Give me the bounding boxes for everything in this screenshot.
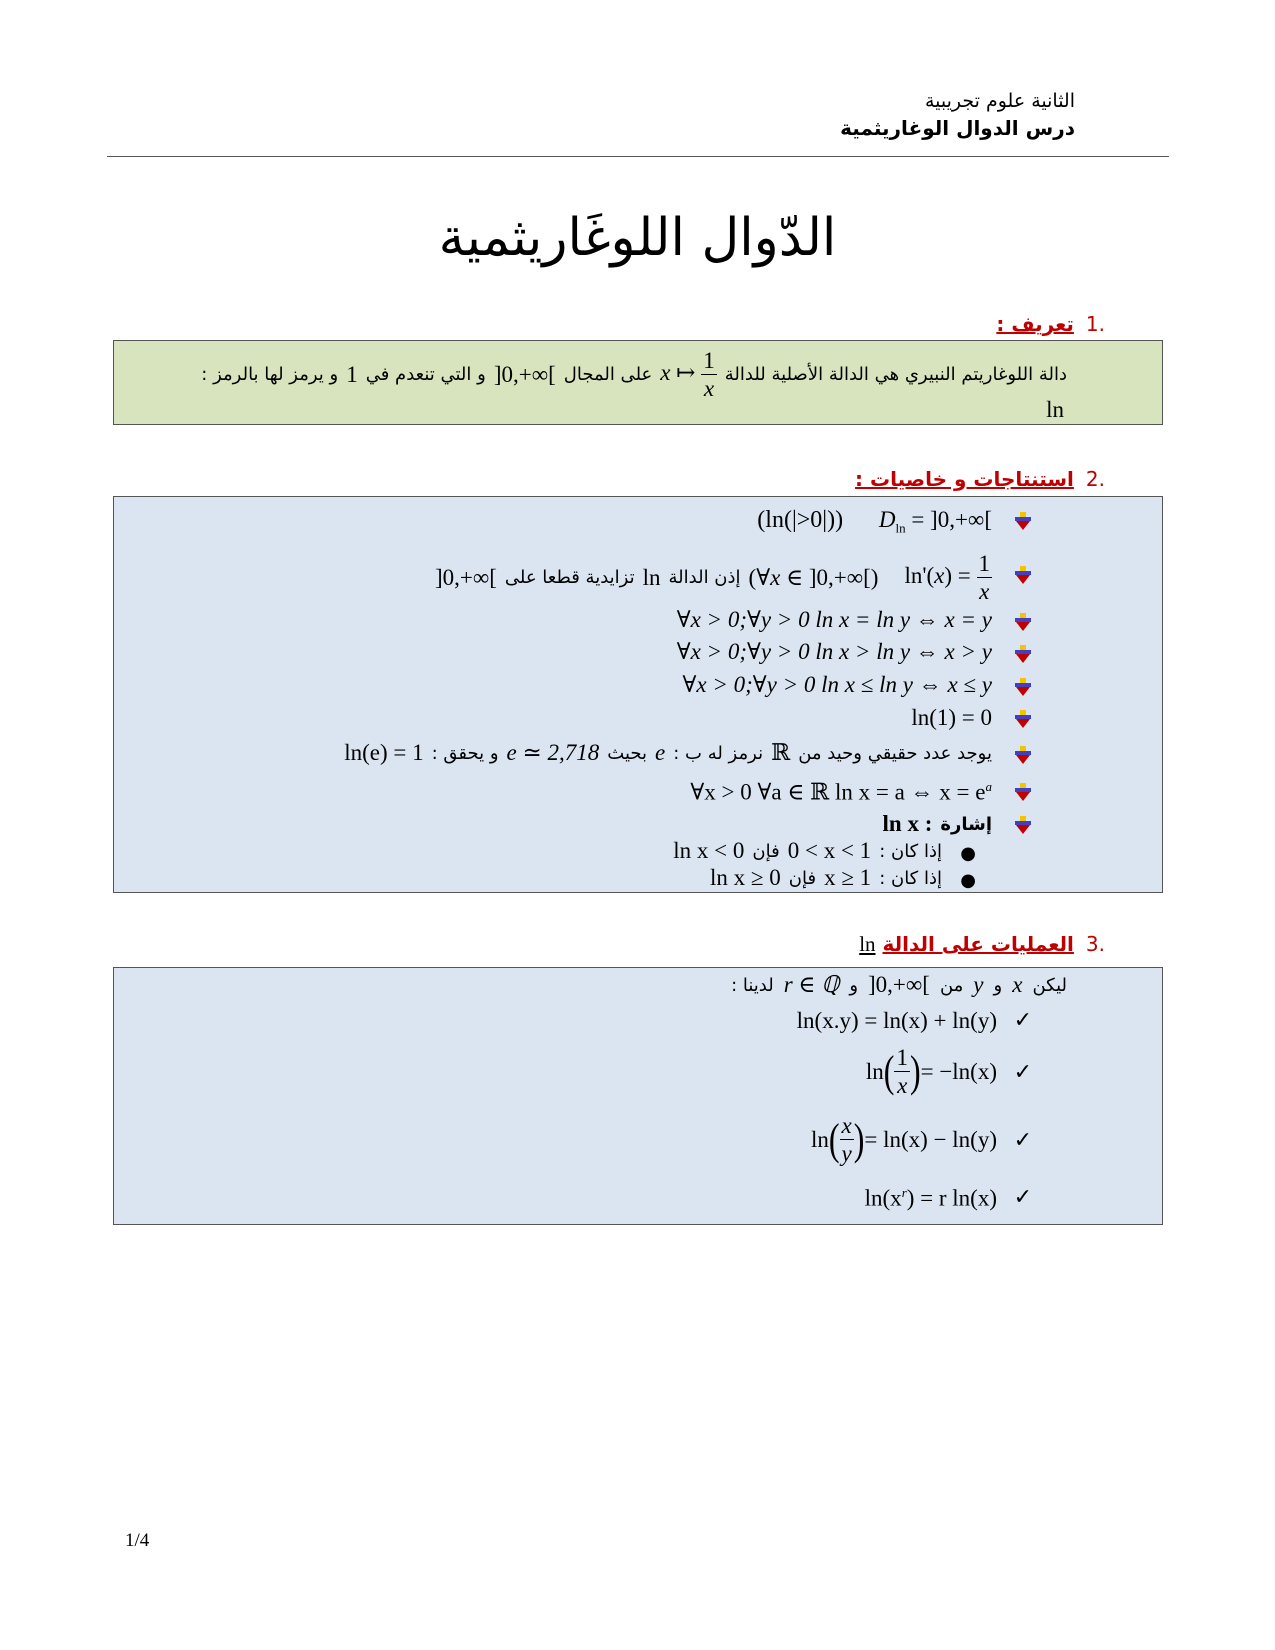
quotient-rule: ln ( $\frac{x}{y}$ ) = ln(x) − ln(y) <box>810 1113 997 1166</box>
arrow-down-icon <box>1014 709 1032 729</box>
arrow-down-icon <box>1014 644 1032 664</box>
sign-heading: إشارة ln x : <box>882 811 992 836</box>
arrow-down-icon <box>1014 612 1032 632</box>
arrow-down-icon <box>1014 745 1032 765</box>
equality-property: ∀x > 0;∀y > 0 ln x = ln y ⇔ x = y <box>676 607 992 632</box>
ln-symbol: ln <box>1046 397 1064 422</box>
section3-heading: .3العمليات على الدالة ln <box>859 932 1105 956</box>
domain-property: (ln(|>0|)) $D_{ln} = ]0,+\infty$[ <box>757 507 992 536</box>
header-rule <box>107 156 1169 157</box>
operations-intro: ليكن x و y من ]0,+∞[ و r ∈ ℚ لدينا : <box>731 972 1067 997</box>
sign-case-1: إذا كان : 0 < x < 1 فإن ln x < 0 <box>673 838 942 863</box>
derivative-property: ln'(x) = $\frac{1}{x}$ (∀x ∈ ]0,+∞[) إذن الدالة ln تزايدية قطعا على ]0,+∞[ <box>434 551 990 604</box>
operations-box <box>113 967 1163 1225</box>
product-rule: ln(x.y) = ln(x) + ln(y) <box>796 1008 997 1033</box>
less-equal-property: ∀x > 0;∀y > 0 ln x ≤ ln y ⇔ x ≤ y <box>682 672 992 697</box>
bullet-icon: ● <box>960 870 976 891</box>
definition-box <box>113 340 1163 425</box>
lesson-name: درس الدوال الوغاريثمية <box>840 116 1075 140</box>
arrow-down-icon <box>1014 565 1032 585</box>
bullet-icon: ● <box>960 843 976 864</box>
check-icon: ✓ <box>1013 1185 1032 1210</box>
check-icon: ✓ <box>1013 1128 1032 1153</box>
ln-one-property: ln(1) = 0 <box>911 705 992 730</box>
class-level: الثانية علوم تجريبية <box>924 90 1075 112</box>
arrow-down-icon <box>1014 815 1032 835</box>
arrow-down-icon <box>1014 677 1032 697</box>
sign-case-2: إذا كان : x ≥ 1 فإن ln x ≥ 0 <box>709 865 942 890</box>
euler-number-property: يوجد عدد حقيقي وحيد من ℝ نرمز له ب : e بحيث e ≃ 2,718 و يحقق : ln(e) = 1 <box>344 740 992 765</box>
interval: ]0,+∞[ <box>493 361 556 387</box>
exp-equivalence-property: ∀x > 0 ∀a ∈ ℝ ln x = a ⇔ $x = e^a$ <box>690 779 992 805</box>
section1-heading: .1تعريف : <box>996 312 1105 336</box>
check-icon: ✓ <box>1013 1008 1032 1033</box>
section2-heading: .2استنتاجات و خاصيات : <box>855 467 1105 491</box>
page-header <box>840 88 1075 142</box>
arrow-down-icon <box>1014 511 1032 531</box>
definition-line: دالة اللوغاريتم النبيري هي الدالة الأصلية للدالة x ↦ $\frac{1}{x}$ على المجال ]0,+∞[ و التي تنعدم في 1 و يرمز لها بالرمز : <box>201 348 1067 401</box>
arrow-down-icon <box>1014 782 1032 802</box>
inverse-rule: ln ( $\frac{1}{x}$ ) = −ln(x) <box>865 1045 997 1098</box>
page-title: الدّوال اللوغَاريثمية <box>438 208 837 268</box>
page-number: 1/4 <box>125 1530 150 1551</box>
map-expr: x ↦ $\frac{1}{x}$ <box>660 348 715 401</box>
greater-property: ∀x > 0;∀y > 0 ln x > ln y ⇔ x > y <box>676 639 992 664</box>
properties-box <box>113 496 1163 893</box>
power-rule: $\ln(x^r) = r$ ln(x) <box>864 1185 997 1211</box>
check-icon: ✓ <box>1013 1060 1032 1085</box>
